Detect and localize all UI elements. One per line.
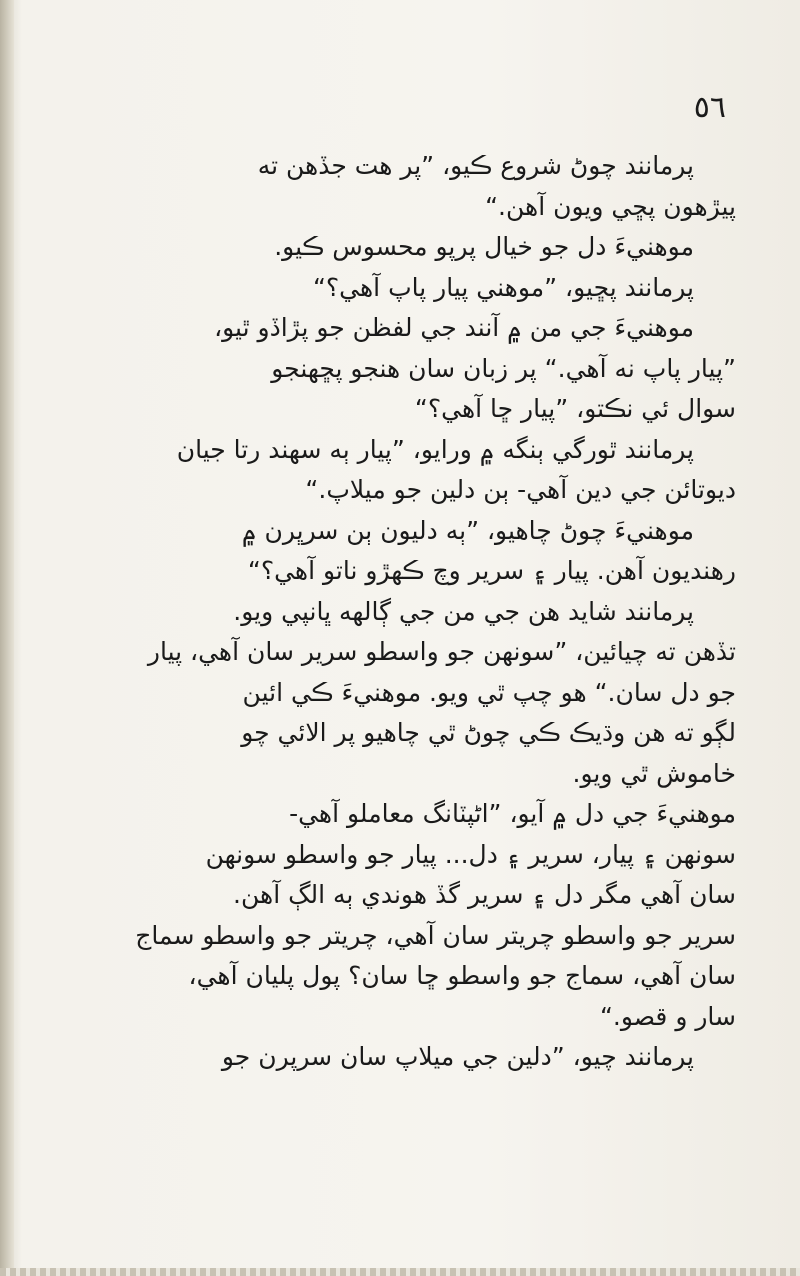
text-line: سان آهي، سماج جو واسطو ڇا سان؟ پول پليان آهي،: [188, 961, 736, 990]
text-line: موهنيءَ چوڻ چاهيو، ”ٻه دليون ٻن سرڀرن ۾: [241, 515, 694, 545]
text-line: ”پيار پاپ نه آهي.“ پر زبان سان هنجو پڇهنجو: [271, 353, 736, 383]
text-line: ديوتائن جي دين آهي- ٻن دلين جو ميلاپ.“: [305, 475, 736, 504]
text-line: خاموش ٿي ويو.: [572, 758, 736, 788]
text-line: لڳو ته هن وڌيڪ ڪي چوڻ ٿي چاهيو پر الائي چو: [241, 718, 736, 747]
text-line: پرمانند ٿورگي ٻنگه ۾ ورايو، ”پيار ٻه سهند رتا جيان: [176, 434, 694, 464]
text-line: سار و قصو.“: [599, 1001, 736, 1031]
page-number: ٥٦: [693, 90, 726, 125]
text-line: موهنيءَ دل جو خيال پرپو محسوس ڪيو.: [274, 232, 694, 261]
text-line: پرمانند چيو، ”دلين جي ميلاپ سان سرپرن جو: [221, 1042, 694, 1071]
text-line: موهنيءَ جي دل ۾ آيو، ”اڻپٽانگ معاملو آهي-: [289, 799, 736, 828]
text-line: پرمانند شايد هن جي من جي ڳالهه ڀانپي ويو.: [233, 596, 694, 626]
text-line: سوال ئي نڪتو، ”پيار ڇا آهي؟“: [414, 394, 736, 423]
text-line: سرير جو واسطو چريتر سان آهي، چريتر جو واسطو سماج: [135, 920, 736, 950]
body-text: [48, 146, 736, 1078]
text-line: موهنيءَ جي من ۾ آنند جي لفظن جو پڙاڏو ٿيو،: [214, 313, 694, 342]
text-line: پرمانند چوڻ شروع ڪيو، ”پر هت جڏهن ته: [257, 151, 694, 180]
text-line: سان آهي مگر دل ۽ سرير گڏ هوندي ٻه الڳ آهن.: [233, 880, 736, 909]
text-line: سونهن ۽ پيار، سرير ۽ دل... پيار جو واسطو سونهن: [205, 839, 736, 869]
text-line: جو دل سان.“ هو چپ ٿي ويو. موهنيءَ ڪي ائين: [242, 677, 736, 707]
page-bottom-edge: [0, 1268, 800, 1276]
text-line: پيڙهون پڇي ويون آهن.“: [485, 191, 736, 221]
binding-edge: [0, 0, 14, 1276]
text-line: تڏهن ته چيائين، ”سونهن جو واسطو سرير سان آهي، پيار: [147, 637, 736, 666]
text-line: رهنديون آهن. پيار ۽ سرير وچ ڪهڙو ناتو آهي؟“: [247, 556, 736, 585]
text-line: پرمانند پڇيو، ”موهني پيار پاپ آهي؟“: [312, 272, 694, 302]
